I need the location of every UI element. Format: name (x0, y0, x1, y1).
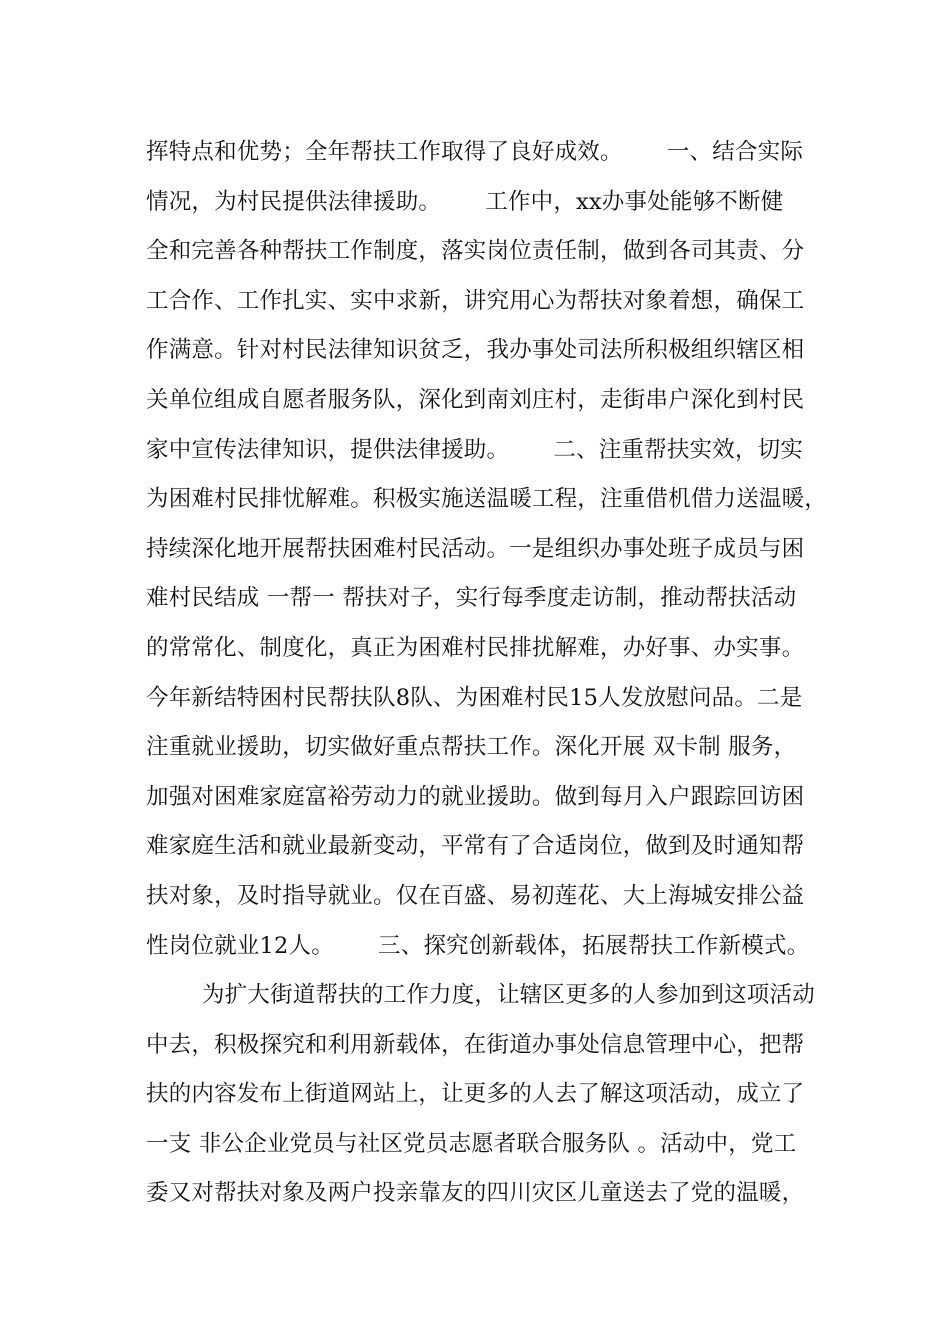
text-line: 扶对象，及时指导就业。仅在百盛、易初莲花、大上海城安排公益 (146, 882, 805, 909)
text-line: 工合作、工作扎实、实中求新，讲究用心为帮扶对象着想，确保工 (146, 287, 805, 314)
text-line: 持续深化地开展帮扶困难村民活动。一是组织办事处班子成员与困 (146, 535, 805, 562)
text-line: 关单位组成自愿者服务队，深化到南刘庄村，走街串户深化到村民 (146, 386, 805, 413)
text-line: 挥特点和优势；全年帮扶工作取得了良好成效。 一、结合实际 (146, 139, 804, 165)
text-line: 难村民结成 一帮一 帮扶对子，实行每季度走访制，推动帮扶活动 (146, 585, 797, 612)
text-line: 情况，为村民提供法律援助。 工作中，xx办事处能够不断健 (146, 188, 784, 215)
text-line: 加强对困难家庭富裕劳动力的就业援助。做到每月入户跟踪回访困 (146, 783, 805, 810)
body-text (146, 128, 836, 1219)
text-line: 性岗位就业12人。 三、探究创新载体，拓展帮扶工作新模式。 (146, 932, 810, 959)
text-line: 全和完善各种帮扶工作制度，落实岗位责任制，做到各司其责、分 (146, 238, 805, 265)
text-line: 难家庭生活和就业最新变动，平常有了合适岗位，做到及时通知帮 (146, 833, 805, 860)
text-line: 中去，积极探究和利用新载体，在街道办事处信息管理中心，把帮 (146, 1031, 805, 1058)
text-line: 扶的内容发布上街道网站上，让更多的人去了解这项活动，成立了 (146, 1081, 805, 1108)
text-line: 的常常化、制度化，真正为困难村民排扰解难，办好事、办实事。 (146, 634, 805, 661)
text-line: 作满意。针对村民法律知识贫乏，我办事处司法所积极组织辖区相 (146, 337, 805, 364)
text-line: 今年新结特困村民帮扶队8队、为困难村民15人发放慰问品。二是 (146, 684, 803, 711)
text-line: 为困难村民排忧解难。积极实施送温暖工程，注重借机借力送温暖， (146, 486, 828, 513)
text-line: 家中宣传法律知识，提供法律援助。 二、注重帮扶实效，切实 (146, 436, 804, 463)
text-line: 一支 非公企业党员与社区党员志愿者联合服务队 。活动中，党工 (146, 1130, 797, 1157)
text-line: 委又对帮扶对象及两户投亲靠友的四川灾区儿童送去了党的温暖， (146, 1180, 805, 1207)
text-line: 注重就业援助，切实做好重点帮扶工作。深化开展 双卡制 服务， (146, 734, 797, 761)
paragraph-first-line: 为扩大街道帮扶的工作力度，让辖区更多的人参加到这项活动 (202, 982, 815, 1009)
